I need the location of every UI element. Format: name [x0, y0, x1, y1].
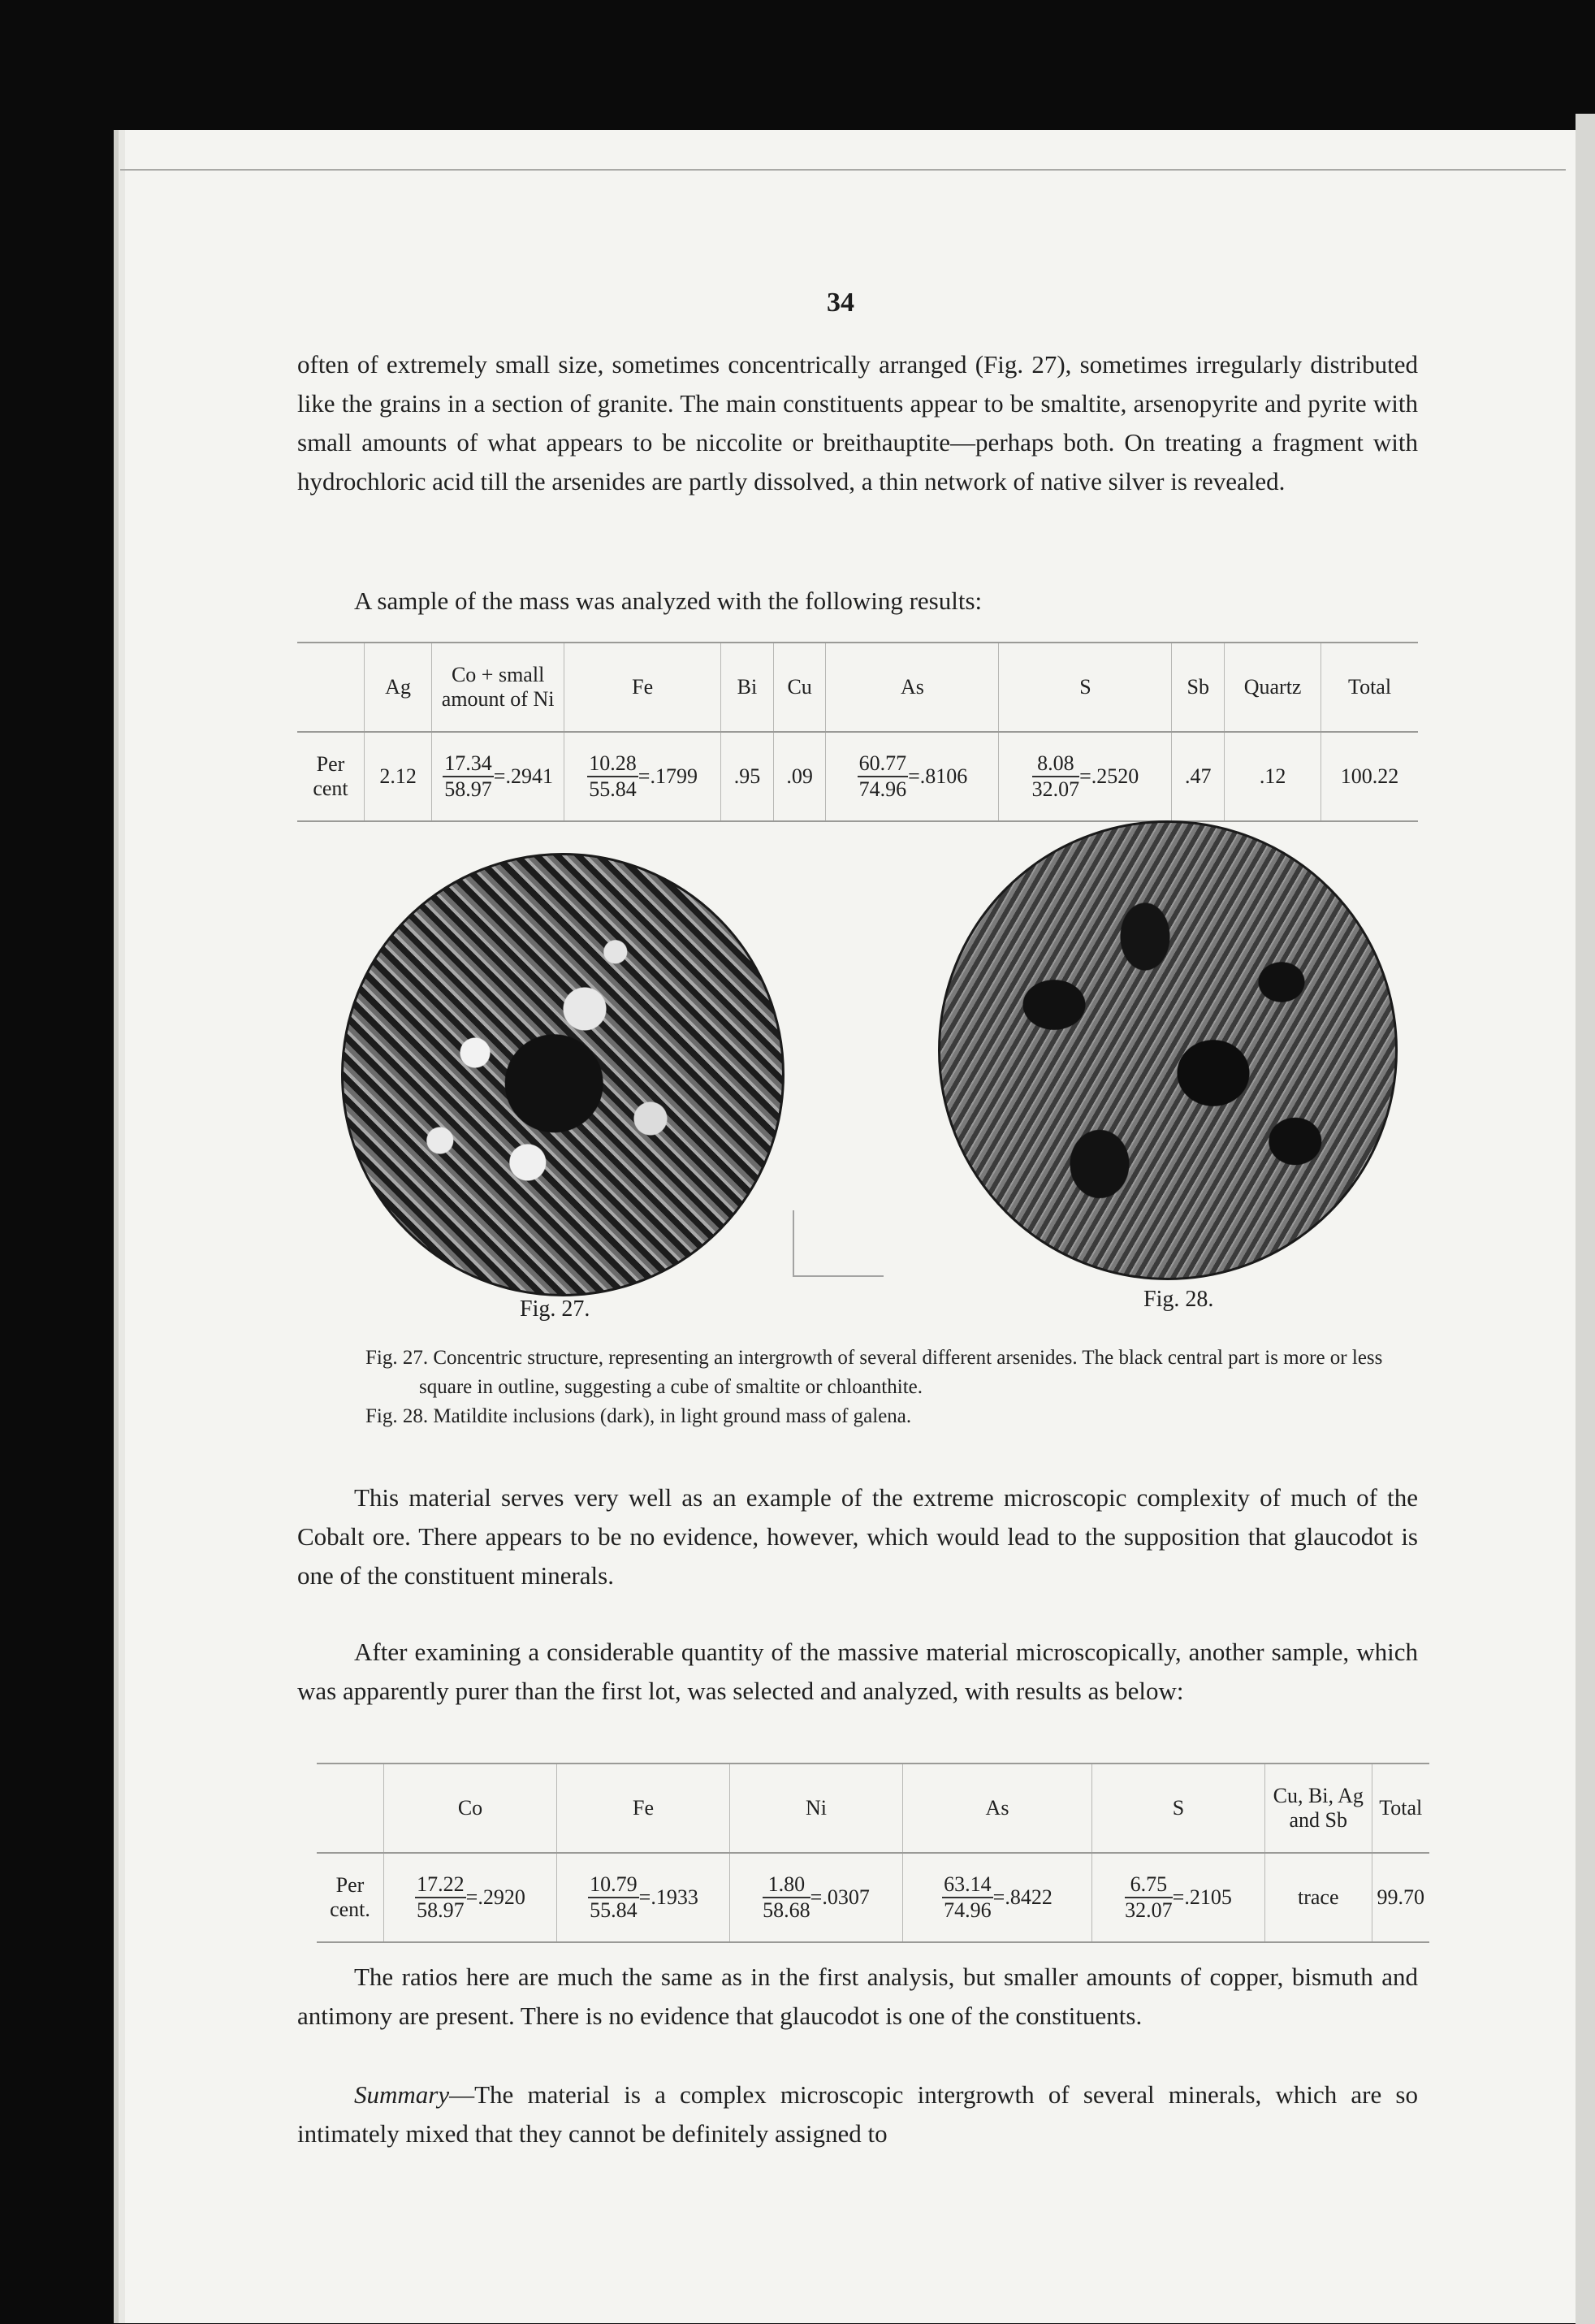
cell-fe: $\frac{10.28}{55.84}$ =.1799 — [564, 732, 721, 821]
col-header: Total — [1321, 643, 1418, 732]
col-header: Cu — [773, 643, 826, 732]
cell-quartz: .12 — [1225, 732, 1321, 821]
cell-cu-bi-ag-sb: trace — [1265, 1853, 1372, 1942]
col-header: Quartz — [1225, 643, 1321, 732]
row-label: Per cent. — [317, 1853, 384, 1942]
cell-total: 99.70 — [1372, 1853, 1429, 1942]
facing-page-edge — [1576, 114, 1595, 2324]
cell-cu: .09 — [773, 732, 826, 821]
col-header: Sb — [1172, 643, 1225, 732]
table-header-row — [317, 1764, 1429, 1853]
paragraph-intro: often of extremely small size, sometimes concentrically arranged (Fig. 27), sometimes irregularly distributed like the grains in a section of granite. The main constituents appear to be smaltite, arsenopyrite and pyrite with small amounts of what appears to be niccolite or breithauptite—perhaps both. On treating a fragment with hydrochloric acid till the arsenides are partly dissolved, a thin network of native silver is revealed. — [297, 350, 1418, 496]
paragraph-second-sample: After examining a considerable quantity of the massive material microscopically, another sample, which was apparently purer than the first lot, was selected and analyzed, with results as below: — [297, 1638, 1418, 1705]
micrograph-fig-27 — [341, 853, 785, 1296]
cell-fe: $\frac{10.79}{55.84}$ =.1933 — [557, 1853, 730, 1942]
scan-artifact-mark — [793, 1210, 884, 1277]
analysis-table-1 — [297, 642, 1418, 822]
col-header: Cu, Bi, Ag and Sb — [1265, 1764, 1372, 1853]
paragraph-ratios: The ratios here are much the same as in the first analysis, but smaller amounts of copper, bismuth and antimony are present. There is no evidence that glaucodot is one of the constituents. — [297, 1963, 1418, 2030]
col-header: Total — [1372, 1764, 1429, 1853]
paragraph-sample-intro: A sample of the mass was analyzed with the following results: — [354, 586, 983, 615]
col-header: S — [999, 643, 1172, 732]
col-header: Fe — [564, 643, 721, 732]
col-header: S — [1092, 1764, 1265, 1853]
cell-co: $\frac{17.34}{58.97}$ =.2941 — [432, 732, 564, 821]
fig-27-label: Fig. 27. — [520, 1296, 590, 1322]
caption-fig-27: Fig. 27. Concentric structure, representing an intergrowth of several different arsenides. The black central part is more or less square in outline, suggesting a cube of smaltite or chloanthite. — [365, 1347, 1383, 1398]
col-header: As — [826, 643, 999, 732]
cell-as: $\frac{63.14}{74.96}$ =.8422 — [903, 1853, 1092, 1942]
cell-sb: .47 — [1172, 732, 1225, 821]
row-label: Per cent — [297, 732, 365, 821]
page-top-rule — [120, 169, 1566, 171]
cell-bi: .95 — [721, 732, 774, 821]
col-header: As — [903, 1764, 1092, 1853]
cell-total: 100.22 — [1321, 732, 1418, 821]
caption-fig-28: Fig. 28. Matildite inclusions (dark), in light ground mass of galena. — [365, 1405, 912, 1427]
cell-co: $\frac{17.22}{58.97}$ =.2920 — [384, 1853, 557, 1942]
paragraph-complexity: This material serves very well as an example of the extreme microscopic complexity of much of the Cobalt ore. There appears to be no evidence, however, which would lead to the supposition that glaucodot is one of the constituent minerals. — [297, 1483, 1418, 1590]
col-header: Co + small amount of Ni — [432, 643, 564, 732]
cell-ag: 2.12 — [365, 732, 432, 821]
cell-s: $\frac{8.08}{32.07}$ =.2520 — [999, 732, 1172, 821]
analysis-table-2 — [317, 1763, 1429, 1943]
table-row — [317, 1853, 1429, 1942]
cell-as: $\frac{60.77}{74.96}$ =.8106 — [826, 732, 999, 821]
summary-text: —The material is a complex microscopic intergrowth of several minerals, which are so intimately mixed that they cannot be definitely assigned to — [297, 2080, 1418, 2148]
paragraph-summary — [297, 2075, 1418, 2153]
col-header: Fe — [557, 1764, 730, 1853]
micrograph-fig-28 — [938, 820, 1398, 1280]
col-header: Bi — [721, 643, 774, 732]
table-row — [297, 732, 1418, 821]
cell-ni: $\frac{1.80}{58.68}$ =.0307 — [730, 1853, 903, 1942]
col-header: Ni — [730, 1764, 903, 1853]
page-number: 34 — [827, 288, 854, 318]
table-header-row — [297, 643, 1418, 732]
summary-label: Summary — [354, 2080, 450, 2109]
cell-s: $\frac{6.75}{32.07}$ =.2105 — [1092, 1853, 1265, 1942]
fig-28-label: Fig. 28. — [1143, 1287, 1214, 1312]
col-header: Ag — [365, 643, 432, 732]
figure-captions — [365, 1344, 1421, 1431]
col-header: Co — [384, 1764, 557, 1853]
